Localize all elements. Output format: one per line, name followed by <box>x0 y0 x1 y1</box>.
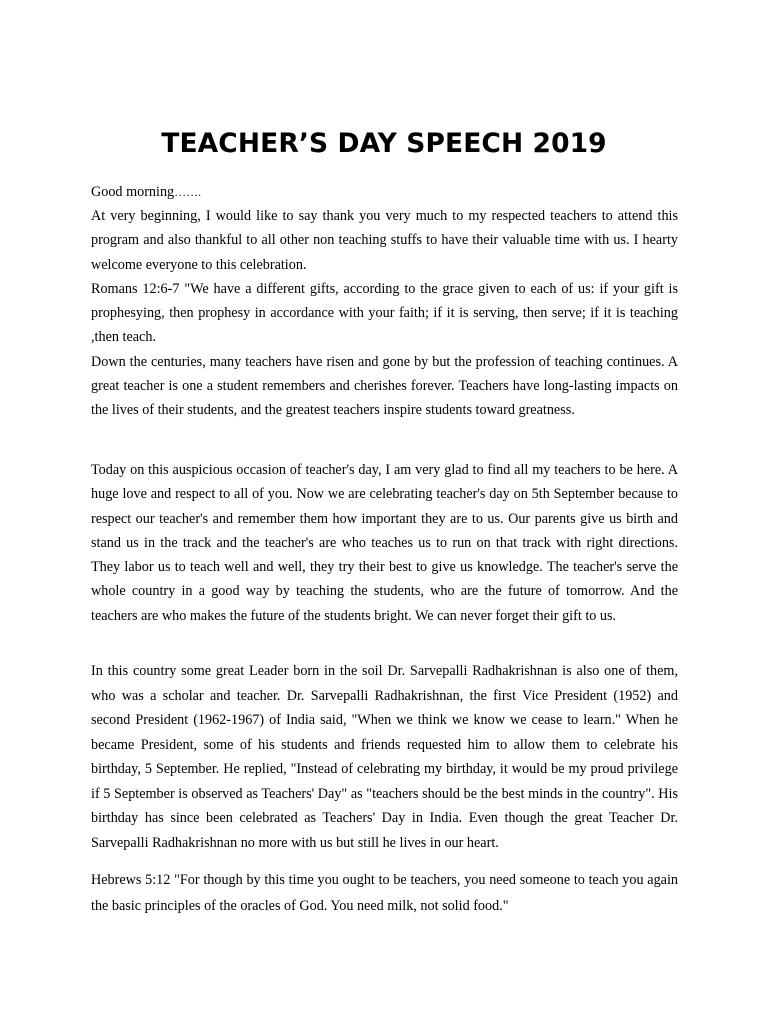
opening-block <box>91 204 678 423</box>
romans-quote-paragraph: Romans 12:6-7 "We have a different gifts, according to the grace given to each of us: if your gift is prophesying, then prophesy in accordance with your faith; if it is serving, then serve; if it is teaching ,then teach. <box>91 280 678 346</box>
today-paragraph: Today on this auspicious occasion of teacher's day, I am very glad to find all my teachers to be here. A huge love and respect to all of you. Now we are celebrating teacher's day on 5th September because to respect our teacher's and remember them how important they are to us. Our parents give us birth and stand us in the track and the teacher's are who teaches us to run on that track with right directions. They labor us to teach well and well, they try their best to give us knowledge. The teacher's serve the whole country in a good way by teaching the students, who are the future of tomorrow. And the teachers are who makes the future of the students bright. We can never forget their gift to us. <box>91 462 678 624</box>
greeting-ellipsis: ……. <box>174 185 202 199</box>
hebrews-paragraph: Hebrews 5:12 "For though by this time you ought to be teachers, you need someone to teach you again the basic principles of the oracles of God. You need milk, not solid food." <box>91 872 678 914</box>
centuries-paragraph: Down the centuries, many teachers have risen and gone by but the profession of teaching continues. A great teacher is one a student remembers and cherishes forever. Teachers have long-lasting impacts on the lives of their students, and the greatest teachers inspire students toward greatness. <box>91 353 678 419</box>
radhakrishnan-paragraph: In this country some great Leader born in the soil Dr. Sarvepalli Radhakrishnan is also one of them, who was a scholar and teacher. Dr. Sarvepalli Radhakrishnan, the first Vice President (1952) and second President (1962-1967) of India said, "When we think we know we cease to learn." When he became President, some of his students and friends requested him to allow them to celebrate his birthday, 5 September. He replied, "Instead of celebrating my birthday, it would be my proud privilege if 5 September is observed as Teachers' Day" as "teachers should be the best minds in the country". His birthday has since been celebrated as Teachers' Day in India. Even though the great Teacher Dr. Sarvepalli Radhakrishnan no more with us but still he lives in our heart. <box>91 663 678 851</box>
greeting-line <box>91 180 201 204</box>
opening-paragraph: At very beginning, I would like to say thank you very much to my respected teachers to attend this program and also thankful to all other non teaching stuffs to have their valuable time with us. I hearty welcome everyone to this celebration. <box>91 208 678 273</box>
document-title: TEACHER’S DAY SPEECH 2019 <box>161 128 607 159</box>
greeting-text: Good morning <box>91 184 175 200</box>
